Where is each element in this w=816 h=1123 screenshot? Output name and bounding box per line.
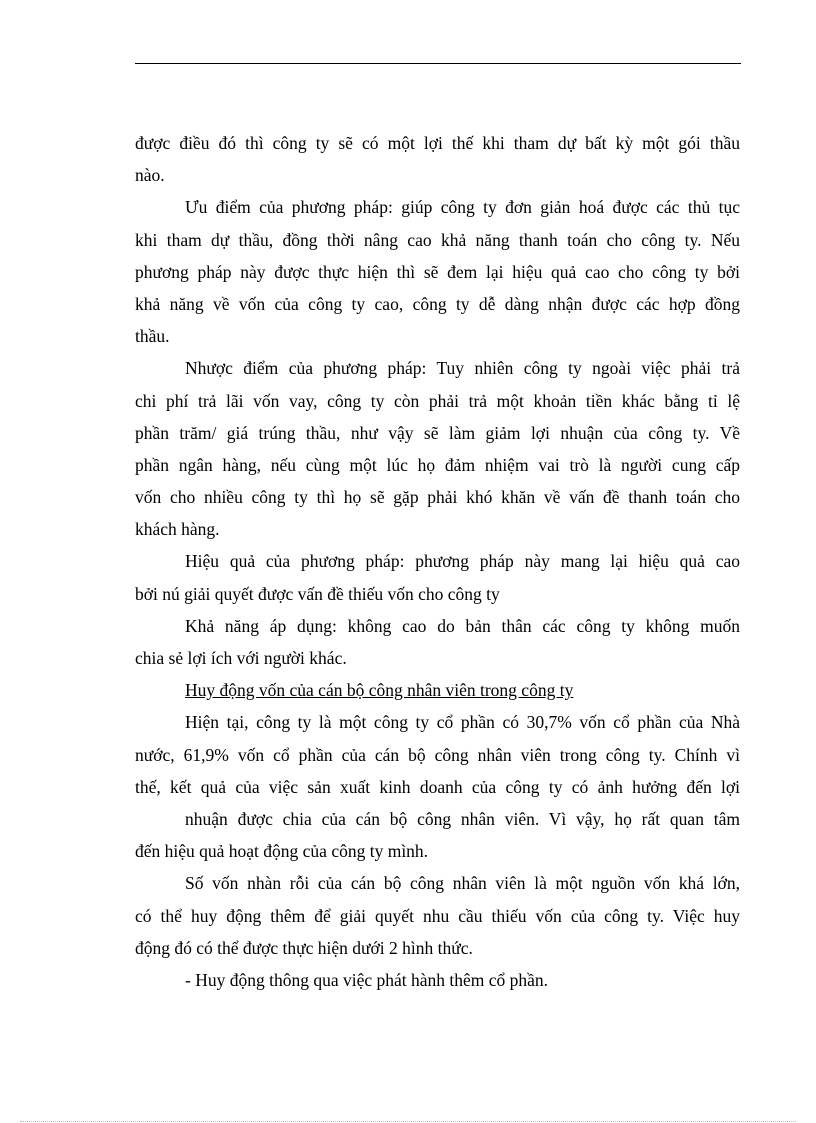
text-line: khi tham dự thầu, đồng thời nâng cao khả năng thanh toán cho công ty. Nếu <box>135 229 740 250</box>
text-line: Ưu điểm của phương pháp: giúp công ty đơn giản hoá được các thủ tục <box>185 197 740 218</box>
text-line: được điều đó thì công ty sẽ có một lợi thế khi tham dự bất kỳ một gói thầu <box>135 133 740 153</box>
text-line: bởi nú giải quyết được vấn đề thiếu vốn cho công ty <box>135 583 500 604</box>
document-body <box>135 127 740 996</box>
text-line: Nhược điểm của phương pháp: Tuy nhiên công ty ngoài việc phải trả <box>185 358 740 379</box>
text-line: nhuận được chia của cán bộ công nhân viên. Vì vậy, họ rất quan tâm <box>185 808 740 829</box>
text-line: Hiệu quả của phương pháp: phương pháp này mang lại hiệu quả cao <box>185 551 740 572</box>
text-line: chia sẻ lợi ích với người khác. <box>135 648 347 668</box>
text-line: nước, 61,9% vốn cổ phần của cán bộ công nhân viên trong công ty. Chính vì <box>135 744 740 765</box>
text-line: phần ngân hàng, nếu cùng một lúc họ đảm nhiệm vai trò là người cung cấp <box>135 454 740 475</box>
text-line: Hiện tại, công ty là một công ty cổ phần có 30,7% vốn cổ phần của Nhà <box>185 712 740 733</box>
text-line: đến hiệu quả hoạt động của công ty mình. <box>135 841 429 862</box>
text-line: nào. <box>135 165 165 186</box>
text-line: Số vốn nhàn rỗi của cán bộ công nhân viên là một nguồn vốn khá lớn, <box>185 873 740 894</box>
section-heading-text: Huy động vốn của cán bộ công nhân viên trong công ty <box>185 680 574 701</box>
page-bottom-border <box>20 1121 796 1122</box>
text-line: có thể huy động thêm để giải quyết nhu cầu thiếu vốn của công ty. Việc huy <box>135 905 740 926</box>
text-line: - Huy động thông qua việc phát hành thêm cổ phần. <box>185 969 549 990</box>
text-line: vốn cho nhiều công ty thì họ sẽ gặp phải khó khăn về vấn đề thanh toán cho <box>135 487 740 508</box>
header-rule <box>135 63 741 64</box>
text-line: thầu. <box>135 326 170 347</box>
text-line: khách hàng. <box>135 519 220 540</box>
text-line: thế, kết quả của việc sản xuất kinh doanh của công ty có ảnh hưởng đến lợi <box>135 776 740 797</box>
text-line: chi phí trả lãi vốn vay, công ty còn phải trả một khoản tiền khác bằng tỉ lệ <box>135 390 740 411</box>
text-line: khả năng về vốn của công ty cao, công ty dễ dàng nhận được các hợp đồng <box>135 293 740 314</box>
text-line: phần trăm/ giá trúng thầu, như vậy sẽ làm giảm lợi nhuận của công ty. Về <box>135 422 740 443</box>
text-line: động đó có thể được thực hiện dưới 2 hình thức. <box>135 937 473 958</box>
section-heading <box>135 674 740 706</box>
text-line: Khả năng áp dụng: không cao do bản thân các công ty không muốn <box>185 615 740 636</box>
text-line: phương pháp này được thực hiện thì sẽ đem lại hiệu quả cao cho công ty bởi <box>135 261 740 282</box>
